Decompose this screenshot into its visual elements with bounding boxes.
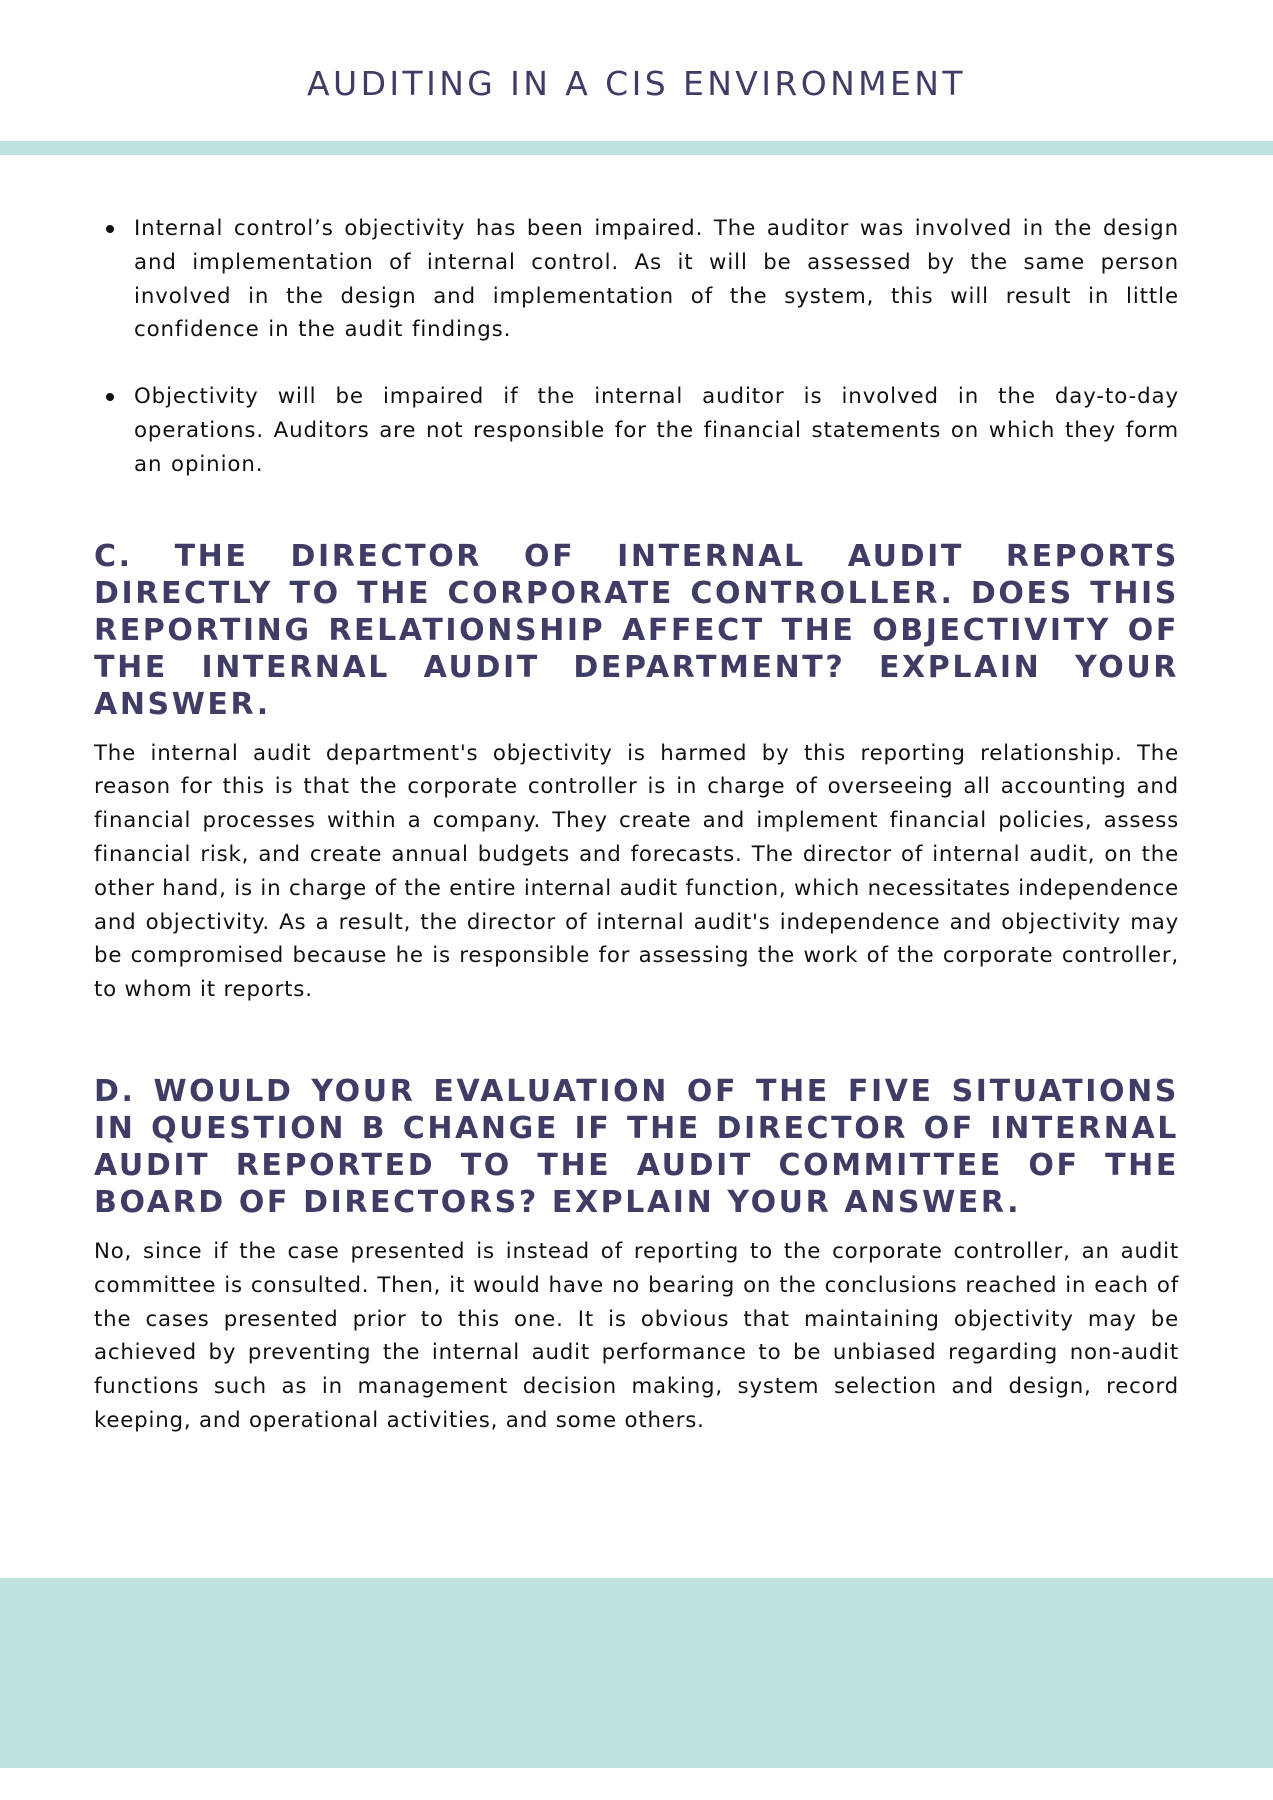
section-c-heading: C. THE DIRECTOR OF INTERNAL AUDIT REPORTS DIRECTLY TO THE CORPORATE CONTROLLER. DOES THIS REPORTING RELATIONSHIP AFFECT THE OBJECTIVITY OF THE INTERNAL AUDIT DEPARTMENT? EXPLAIN YOUR ANSWER.	[94, 538, 1179, 722]
bullet-dot-icon	[106, 225, 114, 233]
bullet-dot-icon	[106, 393, 114, 401]
bullet-text: Internal control’s objectivity has been impaired. The auditor was involved in the design and implementation of internal control. As it will be assessed by the same person involved in the design and implementation of the system, this will result in little confidence in the audit findings.	[134, 216, 1179, 343]
page-title: AUDITING IN A CIS ENVIRONMENT	[307, 64, 966, 103]
bullet-item	[94, 212, 1179, 347]
section-c-paragraph: The internal audit department's objectivity is harmed by this reporting relationship. The reason for this is that the corporate controller is in charge of overseeing all accounting and financial processes within a company. They create and implement financial policies, assess financial risk, and create annual budgets and forecasts. The director of internal audit, on the other hand, is in charge of the entire internal audit function, which necessitates independence and objectivity. As a result, the director of internal audit's independence and objectivity may be compromised because he is responsible for assessing the work of the corporate controller, to whom it reports.	[94, 740, 1179, 1003]
page-header	[0, 0, 1273, 141]
section-d-heading: D. WOULD YOUR EVALUATION OF THE FIVE SITUATIONS IN QUESTION B CHANGE IF THE DIRECTOR OF INTERNAL AUDIT REPORTED TO THE AUDIT COMMITTEE OF THE BOARD OF DIRECTORS? EXPLAIN YOUR ANSWER.	[94, 1073, 1179, 1220]
bullet-text: Objectivity will be impaired if the internal auditor is involved in the day-to-day operations. Auditors are not responsible for the financial statements on which they form an opinion.	[134, 384, 1179, 477]
footer-accent-band	[0, 1578, 1273, 1768]
section-d-paragraph: No, since if the case presented is instead of reporting to the corporate controller, an audit committee is consulted. Then, it would have no bearing on the conclusions reached in each of the cases presented prior to this one. It is obvious that maintaining objectivity may be achieved by preventing the internal audit performance to be unbiased regarding non-audit functions such as in management decision making, system selection and design, record keeping, and operational activities, and some others.	[94, 1238, 1179, 1433]
bullet-list	[94, 212, 1179, 482]
bullet-item	[94, 380, 1179, 481]
document-body	[94, 212, 1179, 1438]
header-accent-band	[0, 141, 1273, 155]
